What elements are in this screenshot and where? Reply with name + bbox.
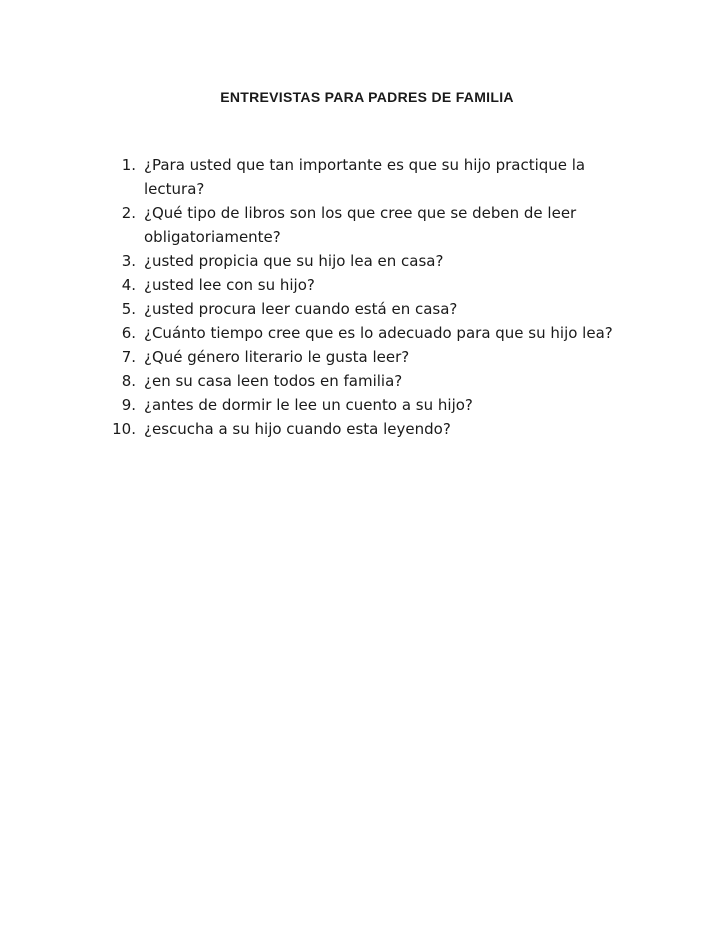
- question-text: ¿usted propicia que su hijo lea en casa?: [144, 252, 444, 270]
- question-number: 1.: [121, 156, 136, 174]
- question-text: ¿usted lee con su hijo?: [144, 276, 315, 294]
- question-number: 4.: [121, 276, 136, 294]
- question-number: 10.: [112, 420, 136, 438]
- document-title: [0, 89, 728, 105]
- question-item: [0, 321, 634, 345]
- question-item: [0, 345, 634, 369]
- question-text: ¿antes de dormir le lee un cuento a su hijo?: [144, 396, 473, 414]
- question-item: [0, 153, 634, 201]
- question-item: [0, 297, 634, 321]
- question-number: 8.: [121, 372, 136, 390]
- question-item: [0, 273, 634, 297]
- question-number: 3.: [121, 252, 136, 270]
- question-number: 2.: [121, 204, 136, 222]
- question-number: 5.: [121, 300, 136, 318]
- question-item: [0, 417, 634, 441]
- question-text: ¿Qué tipo de libros son los que cree que se deben de leer obligatoriamente?: [144, 204, 577, 246]
- question-item: [0, 393, 634, 417]
- question-number: 9.: [121, 396, 136, 414]
- document-title-text: ENTREVISTAS PARA PADRES DE FAMILIA: [220, 89, 514, 105]
- questions-list: [0, 153, 728, 441]
- question-item: [0, 249, 634, 273]
- question-text: ¿en su casa leen todos en familia?: [144, 372, 403, 390]
- question-text: ¿usted procura leer cuando está en casa?: [144, 300, 458, 318]
- question-text: ¿escucha a su hijo cuando esta leyendo?: [144, 420, 451, 438]
- question-item: [0, 201, 634, 249]
- question-number: 7.: [121, 348, 136, 366]
- question-number: 6.: [121, 324, 136, 342]
- question-text: ¿Para usted que tan importante es que su hijo practique la lectura?: [144, 156, 586, 198]
- question-item: [0, 369, 634, 393]
- question-text: ¿Qué género literario le gusta leer?: [144, 348, 410, 366]
- question-text: ¿Cuánto tiempo cree que es lo adecuado para que su hijo lea?: [144, 324, 613, 342]
